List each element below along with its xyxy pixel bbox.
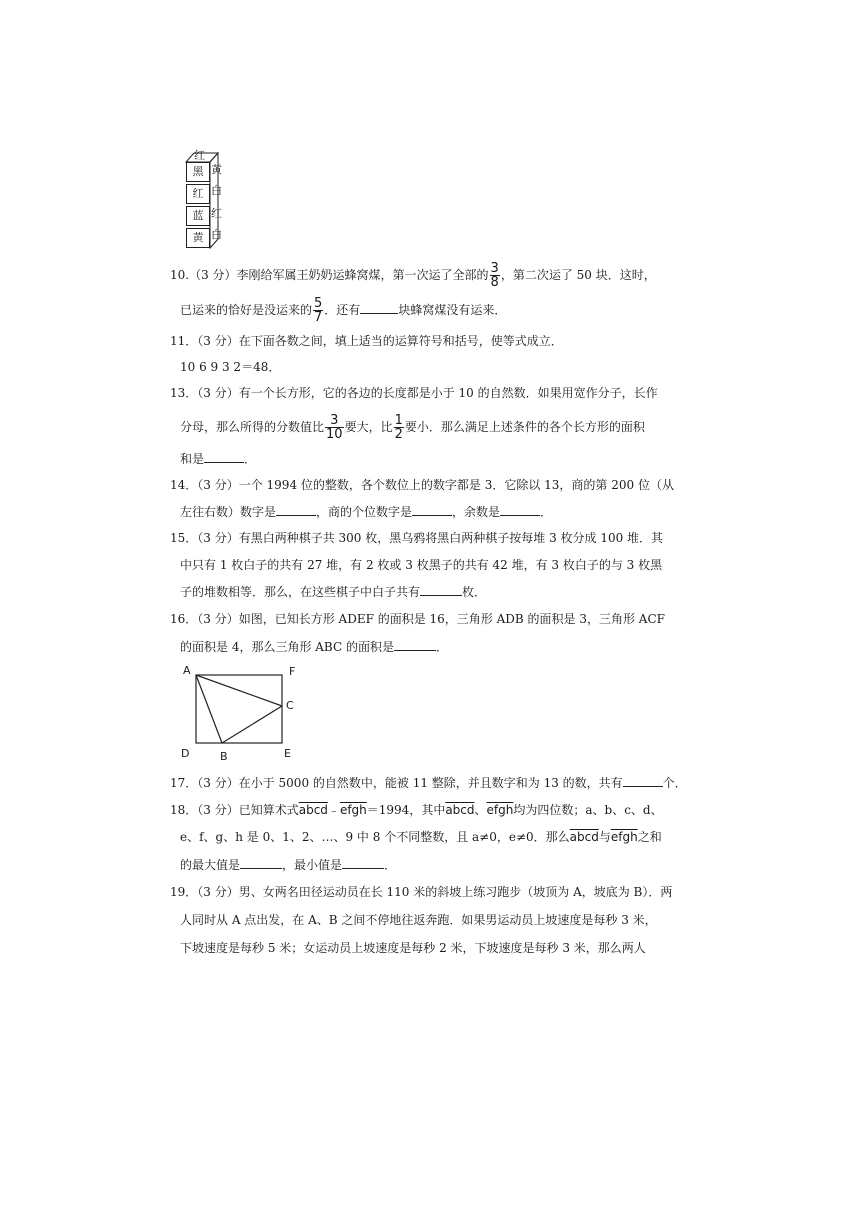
q18-minus: ﹣ (327, 803, 340, 817)
q18-abcd: abcd (298, 803, 328, 817)
q15-line-2: 中只有 1 枚白子的共有 27 堆，有 2 枚或 3 枚黑子的共有 42 堆，有 3 枚白子的与 3 枚黑 (180, 558, 663, 572)
q15-line-1: 15．（3 分）有黑白两种棋子共 300 枚，黑乌鸦将黑白两种棋子按每堆 3 枚分成 100 堆．其 (170, 531, 664, 545)
q14-line2-d: ． (540, 505, 553, 519)
q13-line2-b: 要大，比 (344, 420, 393, 434)
q18-abcd-3: abcd (569, 830, 599, 844)
label-b: B (220, 750, 228, 763)
segment-ac (196, 675, 282, 706)
cube-figure (184, 150, 234, 250)
q14-line2-b: ，商的个位数字是 (316, 505, 413, 519)
q18-line3-b: ，最小值是 (282, 858, 343, 872)
cube-front-cell-4: 黄 (186, 228, 210, 248)
q10-line-2 (180, 297, 506, 324)
cube-side-label-4: 白 (211, 228, 222, 241)
q10-middle: ，第二次运了 50 块．这时， (500, 268, 656, 282)
q11-line-2: 10 6 9 3 2＝48． (180, 360, 281, 374)
cube-front-cell-1: 黑 (186, 162, 210, 182)
q10-fraction-2-num: 5 (314, 296, 323, 311)
q13-line2-c: 要小．那么满足上述条件的各个长方形的面积 (404, 420, 645, 434)
q18-efgh: efgh (339, 803, 367, 817)
q13-fraction-1-den: 10 (326, 427, 343, 442)
q10-fraction-1-num: 3 (490, 261, 499, 276)
q18-abcd-2: abcd (445, 803, 475, 817)
q17-line1-a: 17．（3 分）在小于 5000 的自然数中，能被 11 整除，并且数字和为 13 的数，共有 (170, 776, 623, 790)
q10-prefix: 10.（3 分）李刚给军属王奶奶运蜂窝煤，第一次运了全部的 (170, 268, 489, 282)
q18-line-1 (170, 802, 663, 818)
q18-line3-c: ． (384, 858, 397, 872)
q18-efgh-3: efgh (610, 830, 638, 844)
label-f: F (289, 665, 296, 678)
cube-side-label-3: 红 (211, 207, 222, 220)
q18-answer-blank-1[interactable] (240, 856, 282, 869)
q10-fraction-1-den: 8 (490, 275, 499, 290)
q10-line2-a: 已运来的恰好是没运来的 (180, 303, 313, 317)
cube-side-label-2: 白 (211, 184, 222, 197)
q18-line1-a: 18．（3 分）已知算术式 (170, 803, 299, 817)
q15-line3-b: 枚． (462, 585, 487, 599)
q18-efgh-2: efgh (486, 803, 514, 817)
q17-line-1 (170, 774, 687, 791)
q14-answer-blank-2[interactable] (412, 503, 452, 516)
q16-line-1: 16．（3 分）如图，已知长方形 ADEF 的面积是 16，三角形 ADB 的面积是 3，三角形 ACF (170, 612, 665, 626)
q10-line-1 (170, 262, 656, 289)
q16-line2-b: ． (435, 640, 448, 654)
q10-fraction-1 (490, 262, 500, 289)
q13-line-3 (180, 450, 256, 467)
q13-line3-a: 和是 (180, 452, 205, 466)
q18-line-3 (180, 856, 396, 873)
q18-line2-b: 与 (598, 830, 611, 844)
q19-line-3: 下坡速度是每秒 5 米；女运动员上坡速度是每秒 2 米，下坡速度是每秒 3 米，那么两人 (180, 941, 646, 955)
q13-line3-b: ． (244, 452, 257, 466)
q15-line3-a: 子的堆数相等．那么，在这些棋子中白子共有 (180, 585, 421, 599)
label-c: C (286, 699, 294, 712)
q19-line-2: 人同时从 A 点出发，在 A、B 之间不停地往返奔跑．如果男运动员上坡速度是每秒 3 米， (180, 913, 657, 927)
q14-line2-a: 左往右数）数字是 (180, 505, 277, 519)
q13-answer-blank[interactable] (204, 450, 244, 463)
q18-line1-c: 、 (474, 803, 487, 817)
rectangle-figure (178, 662, 303, 766)
q15-answer-blank[interactable] (420, 583, 462, 596)
q18-line3-a: 的最大值是 (180, 858, 241, 872)
q13-line2-a: 分母，那么所得的分数值比 (180, 420, 325, 434)
q13-fraction-2-num: 1 (394, 413, 403, 428)
cube-front-cell-2: 红 (186, 184, 210, 204)
q10-line2-c: 块蜂窝煤没有运来． (398, 303, 507, 317)
q16-line-2 (180, 638, 448, 655)
label-a: A (183, 664, 191, 677)
q17-line1-b: 个． (662, 776, 687, 790)
segment-bc (222, 706, 282, 743)
q19-line-1: 19．（3 分）男、女两名田径运动员在长 110 米的斜坡上练习跑步（坡顶为 A，坡底为 B）．两 (170, 885, 673, 899)
label-d: D (181, 747, 190, 760)
q18-line-2 (180, 829, 662, 845)
q10-answer-blank[interactable] (360, 301, 398, 314)
q10-fraction-2-den: 7 (314, 310, 323, 325)
q14-answer-blank-3[interactable] (500, 503, 540, 516)
q14-answer-blank-1[interactable] (276, 503, 316, 516)
q18-answer-blank-2[interactable] (342, 856, 384, 869)
q18-line2-a: e、f、g、h 是 0、1、2、…、9 中 8 个不同整数，且 a≠0，e≠0．那么 (180, 830, 570, 844)
q13-fraction-2-den: 2 (394, 427, 403, 442)
q13-line-2 (180, 414, 645, 441)
q13-fraction-1 (325, 414, 344, 441)
q18-line1-b: ＝1994，其中 (366, 803, 446, 817)
q18-line2-c: 之和 (637, 830, 662, 844)
q13-fraction-2 (394, 414, 404, 441)
q10-fraction-2 (313, 297, 323, 324)
q14-line-1: 14．（3 分）一个 1994 位的整数，各个数位上的数字都是 3．它除以 13，商的第 200 位（从 (170, 478, 674, 492)
q15-line-3 (180, 583, 486, 600)
q10-line2-b: ．还有 (324, 303, 361, 317)
q16-line2-a: 的面积是 4，那么三角形 ABC 的面积是 (180, 640, 394, 654)
q13-line-1: 13．（3 分）有一个长方形，它的各边的长度都是小于 10 的自然数．如果用宽作分子，长作 (170, 386, 658, 400)
q11-line-1: 11．（3 分）在下面各数之间，填上适当的运算符号和括号，使等式成立． (170, 334, 563, 348)
q13-fraction-1-num: 3 (325, 414, 344, 428)
cube-top-label: 红 (194, 149, 205, 162)
q17-answer-blank[interactable] (623, 774, 663, 787)
q14-line-2 (180, 503, 552, 520)
label-e: E (284, 747, 291, 760)
segment-ab (196, 675, 222, 743)
q18-line1-d: 均为四位数；a、b、c、d、 (513, 803, 663, 817)
cube-side-label-1: 黄 (211, 163, 222, 176)
q16-answer-blank[interactable] (394, 638, 436, 651)
cube-front-cell-3: 蓝 (186, 206, 210, 226)
q14-line2-c: ，余数是 (452, 505, 501, 519)
